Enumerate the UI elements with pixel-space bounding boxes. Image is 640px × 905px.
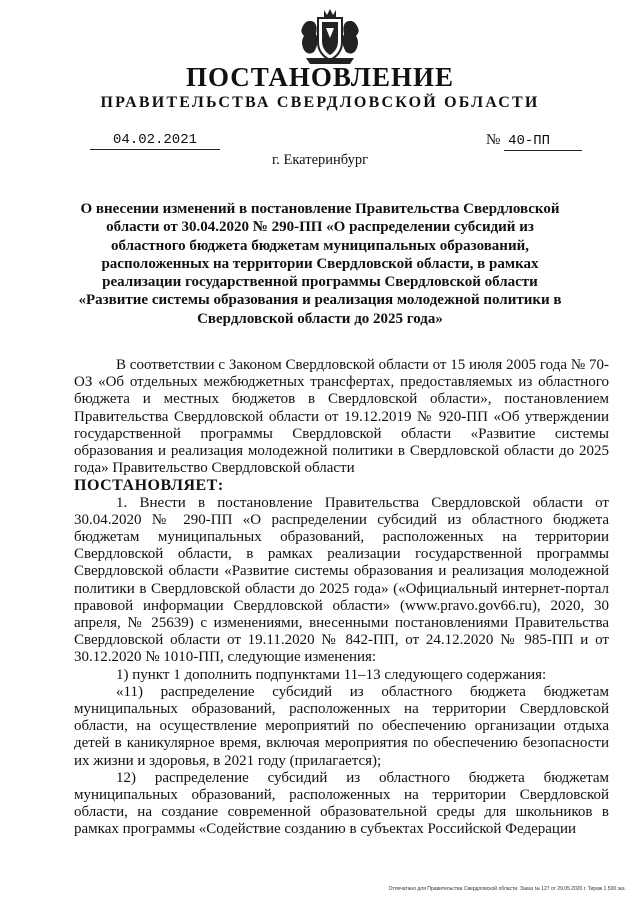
document-title: ПОСТАНОВЛЕНИЕ: [185, 62, 455, 92]
document-number: 40-ПП: [504, 133, 582, 151]
document-body: [74, 357, 609, 839]
coat-of-arms-icon: [296, 8, 364, 66]
paragraph-2: 1) пункт 1 дополнить подпунктами 11–13 следующего содержания:: [116, 666, 547, 683]
decree-word: ПОСТАНОВЛЯЕТ:: [74, 477, 224, 495]
document-subtitle: ПРАВИТЕЛЬСТВА СВЕРДЛОВСКОЙ ОБЛАСТИ: [100, 94, 540, 111]
paragraph-4: 12) распределение субсидий из областного бюджета бюджетам муниципальных образований, расположенных на территории Свердловской области, на создание современной образовательной среды для школьников в рамках программы «Содействие созданию в субъектах Российской Федерации: [74, 769, 609, 838]
document-heading: О внесении изменений в постановление Правительства Свердловской области от 30.04.2020 № 290-ПП «О распределении субсидий из областного бюджета бюджетам муниципальных образований, расположенных на территории Свердловской области, в рамках реализации государственной программы Свердловской области «Развитие системы образования и реализация молодежной политики в Свердловской области до 2025 года»: [78, 201, 562, 327]
intro-paragraph: В соответствии с Законом Свердловской области от 15 июля 2005 года № 70-ОЗ «Об отдельных межбюджетных трансфертах, предоставляемых из областного бюджета и местных бюджетов в Свердловской области», постановлением Правительства Свердловской области от 19.12.2019 № 920-ПП «Об утверждении государственной программы Свердловской области «Развитие системы образования и реализация молодежной политики в Свердловской области до 2025 года» Правительство Свердловской области: [74, 357, 609, 477]
number-sign: №: [486, 132, 501, 148]
paragraph-3: «11) распределение субсидий из областного бюджета бюджетам муниципальных образований, расположенных на территории Свердловской области, на осуществление мероприятий по обеспечению организации отдыха детей в каникулярное время, включая мероприятия по обеспечению безопасности их жизни и здоровья, в 2021 году (прилагается);: [74, 683, 609, 769]
paragraph-1: 1. Внести в постановление Правительства Свердловской области от 30.04.2020 № 290-ПП «О распределении субсидий из областного бюджета бюджетам муниципальных образований, расположенных на территории Свердловской области, в рамках реализации государственной программы Свердловской области «Развитие системы образования и реализация молодежной политики в Свердловской области до 2025 года» («Официальный интернет-портал правовой информации Свердловской области» (www.pravo.gov66.ru), 2020, 30 апреля, № 25639) с изменениями, внесенными постановлениями Правительства Свердловской области от 19.11.2020 № 842-ПП, от 24.12.2020 № 985-ПП и от 30.12.2020 № 1010-ПП, следующие изменения:: [74, 494, 609, 666]
city-label: г. Екатеринбург: [271, 152, 369, 168]
document-date: 04.02.2021: [90, 132, 220, 150]
document-number-block: [486, 132, 582, 151]
print-footer: Отпечатано для Правительства Свердловской области. Заказ № 127 от 29.05.2020 г. Тираж 1 500 экз.: [388, 886, 626, 892]
